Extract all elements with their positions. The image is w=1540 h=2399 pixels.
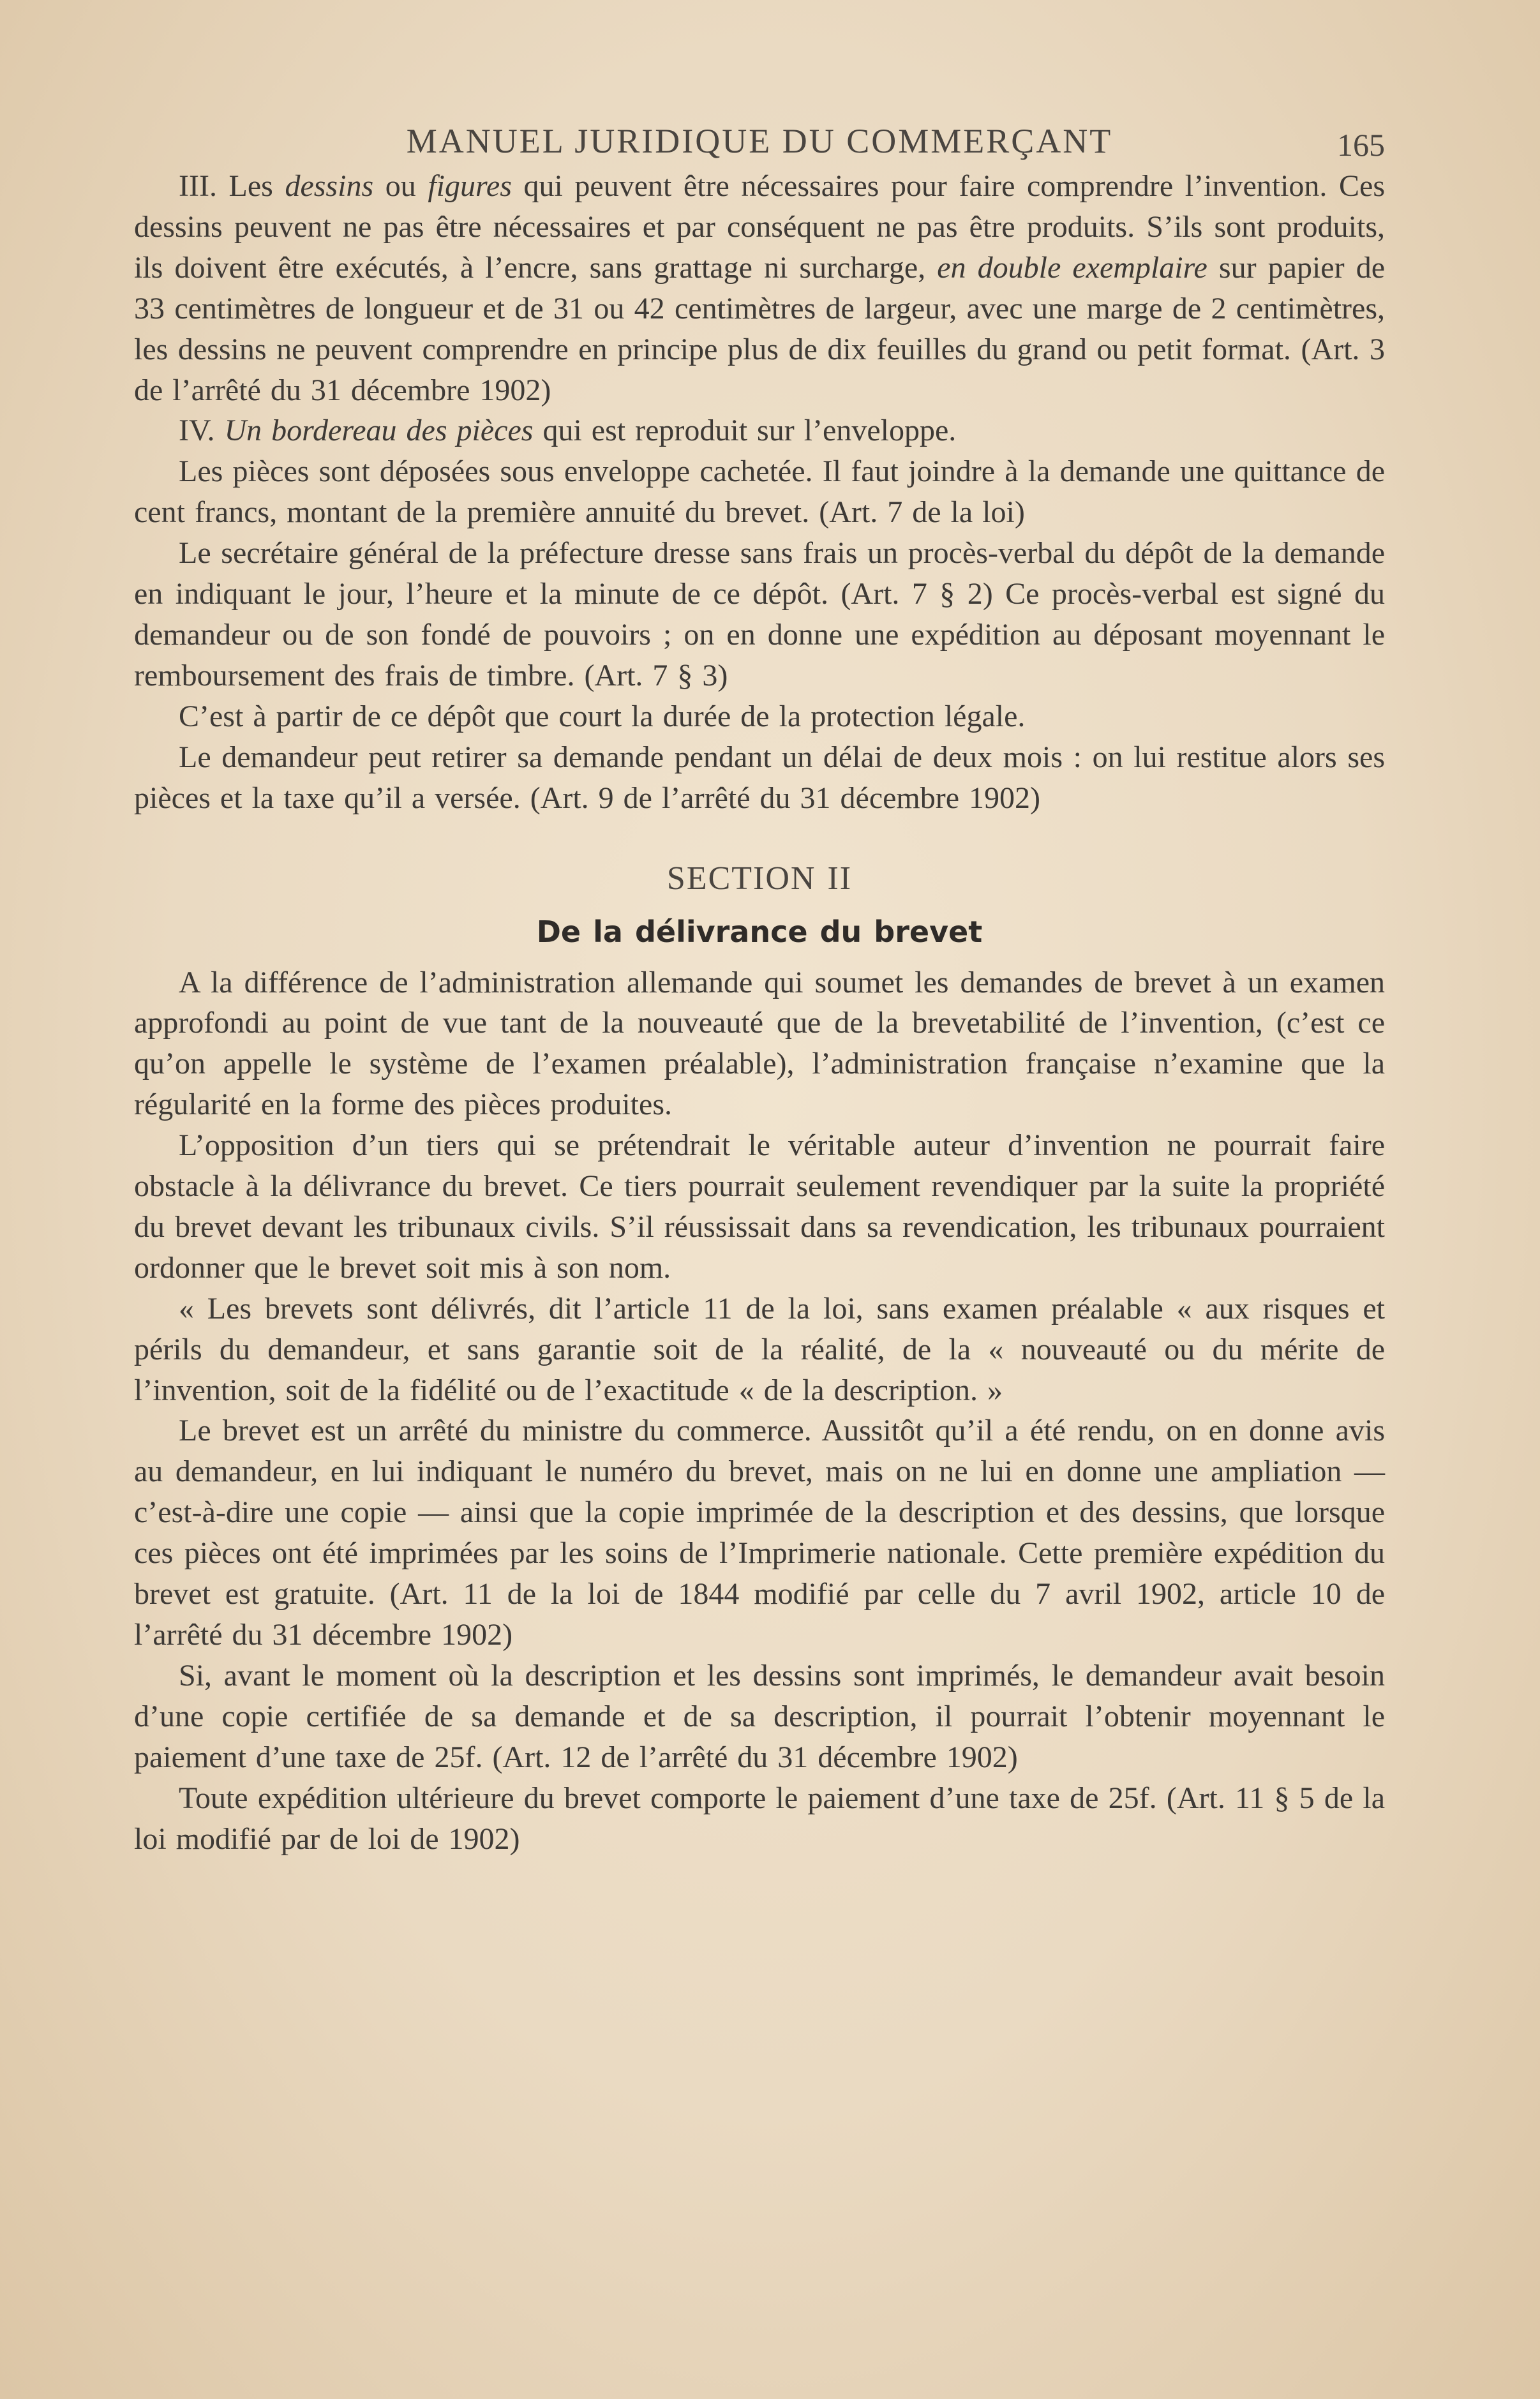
emphasis: en double exemplaire: [937, 250, 1207, 285]
book-page: [134, 108, 1385, 1859]
paragraph: Toute expédition ultérieure du brevet comporte le paiement d’une taxe de 25f. (Art. 11 § 5 de la loi modifié par de loi de 1902): [134, 1781, 1385, 1856]
emphasis: Un bordereau des pièces: [224, 414, 534, 448]
paragraph: C’est à partir de ce dépôt que court la durée de la protection légale.: [179, 699, 1026, 733]
emphasis: figures: [428, 169, 512, 203]
paragraph-quote: « Les brevets sont délivrés, dit l’article 11 de la loi, sans examen préalable « aux risques et périls du demandeur, et sans garantie soit de la réalité, de la « nouveauté ou du mérite de l’invention, soit de la fidélité ou de l’exactitude « de la description. »: [134, 1291, 1385, 1407]
running-title: MANUEL JURIDIQUE DU COMMERÇANT: [406, 122, 1113, 160]
section-heading: De la délivrance du brevet: [536, 914, 983, 949]
paragraph: Le secrétaire général de la préfecture dresse sans frais un procès-verbal du dépôt de la demande en indiquant le jour, l’heure et la minute de ce dépôt. (Art. 7 § 2) Ce procès-verbal est signé du demandeur ou de son fondé de pouvoirs ; on en donne une expédition au déposant moyennant le remboursement des frais de timbre. (Art. 7 § 3): [134, 536, 1385, 692]
paragraph-item-iii: III. Les dessins ou figures qui peuvent être nécessaires pour faire comprendre l’invention. Ces dessins peuvent ne pas être nécessaires et par conséquent ne pas être produits. S’ils sont produits, ils doivent être exécutés, à l’encre, sans grattage ni surcharge, en double exemplaire sur papier de 33 centimètres de longueur et de 31 ou 42 centimètres de largeur, avec une marge de 2 centimètres, les dessins ne peuvent comprendre en principe plus de dix feuilles du grand ou petit format. (Art. 3 de l’arrêté du 31 décembre 1902): [134, 169, 1386, 407]
running-head: [134, 108, 1385, 166]
paragraph: Le brevet est un arrêté du ministre du commerce. Aussitôt qu’il a été rendu, on en donne avis au demandeur, en lui indiquant le numéro du brevet, mais on ne lui en donne une ampliation — c’est-à-dire une copie — ainsi que la copie imprimée de la description et des dessins, que lorsque ces pièces ont été imprimées par les soins de l’Imprimerie nationale. Cette première expédition du brevet est gratuite. (Art. 11 de la loi de 1844 modifié par celle du 7 avril 1902, article 10 de l’arrêté du 31 décembre 1902): [134, 1414, 1385, 1652]
paragraph: Si, avant le moment où la description et les dessins sont imprimés, le demandeur avait besoin d’une copie certifiée de sa demande et de sa description, il pourrait l’obtenir moyennant le paiement d’une taxe de 25f. (Art. 12 de l’arrêté du 31 décembre 1902): [134, 1658, 1385, 1774]
emphasis: dessins: [285, 169, 374, 203]
page-number: 165: [1337, 127, 1385, 163]
paragraph: A la différence de l’administration allemande qui soumet les demandes de brevet à un examen approfondi au point de vue tant de la nouveauté que de la brevetabilité de l’invention, (c’est ce qu’on appelle le système de l’examen préalable), l’administration française n’examine que la régularité en la forme des pièces produites.: [134, 965, 1385, 1122]
paragraph: Les pièces sont déposées sous enveloppe cachetée. Il faut joindre à la demande une quittance de cent francs, montant de la première annuité du brevet. (Art. 7 de la loi): [134, 454, 1385, 530]
body-text: [134, 166, 1385, 1859]
paragraph-item-iv: IV. Un bordereau des pièces qui est reproduit sur l’enveloppe.: [179, 414, 957, 448]
paragraph: Le demandeur peut retirer sa demande pendant un délai de deux mois : on lui restitue alors ses pièces et la taxe qu’il a versée. (Art. 9 de l’arrêté du 31 décembre 1902): [134, 740, 1385, 815]
section-label: SECTION II: [666, 860, 853, 897]
paragraph: L’opposition d’un tiers qui se prétendrait le véritable auteur d’invention ne pourrait faire obstacle à la délivrance du brevet. Ce tiers pourrait seulement revendiquer par la suite la propriété du brevet devant les tribunaux civils. S’il réussissait dans sa revendication, les tribunaux pourraient ordonner que le brevet soit mis à son nom.: [134, 1128, 1385, 1285]
